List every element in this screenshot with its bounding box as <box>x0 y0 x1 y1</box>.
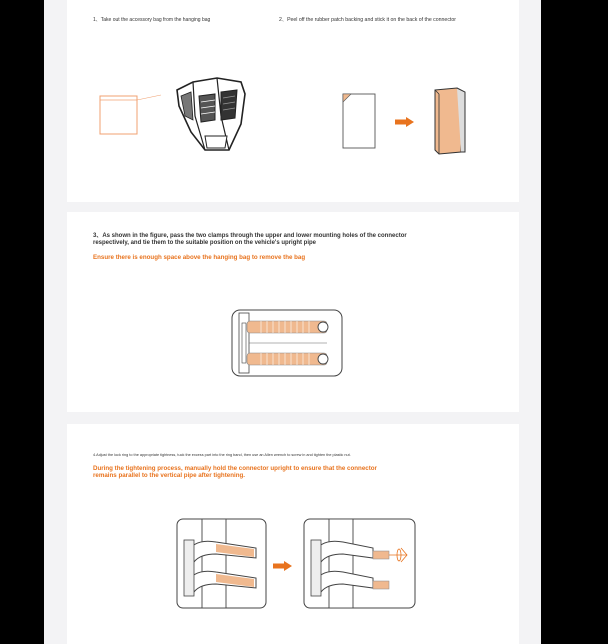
step2-text: 2、Peel off the rubber patch backing and stick it on the back of the connector <box>279 17 456 23</box>
step-card-1-2 <box>67 0 519 202</box>
step3-text-line2: respectively, and tie them to the suitable position on the vehicle's upright pipe <box>93 240 317 246</box>
allen-nut-icon <box>303 518 417 610</box>
connector-clamp-icon <box>231 309 343 379</box>
step3-text-line1: 3、As shown in the figure, pass the two clamps through the upper and lower mounting holes of the connector <box>93 233 407 239</box>
step-card-4 <box>67 424 519 644</box>
accessory-bag-icon <box>99 92 139 136</box>
step-card-3 <box>67 212 519 412</box>
hanging-bag-icon <box>171 76 251 154</box>
step4-warning-line1: During the tightening process, manually hold the connector upright to ensure that the connector <box>93 465 377 472</box>
arrow-right-icon <box>273 561 293 571</box>
manual-page <box>44 0 541 644</box>
step4-warning-line2: remains parallel to the vertical pipe after tightening. <box>93 472 245 479</box>
step3-warning: Ensure there is enough space above the hanging bag to remove the bag <box>93 254 306 261</box>
step4-text: 4.Adjust the lock ring to the appropriate tightness, tuck the excess part into the ring band, then use an Allen wrench to screw in and tighten the plastic nut. <box>93 453 351 457</box>
arrow-right-icon <box>395 117 415 127</box>
clamp-on-pipe-icon <box>176 518 268 610</box>
connector-icon <box>431 86 471 156</box>
step1-text: 1、Take out the accessory bag from the hanging bag <box>93 17 211 23</box>
rubber-patch-icon <box>342 93 378 149</box>
